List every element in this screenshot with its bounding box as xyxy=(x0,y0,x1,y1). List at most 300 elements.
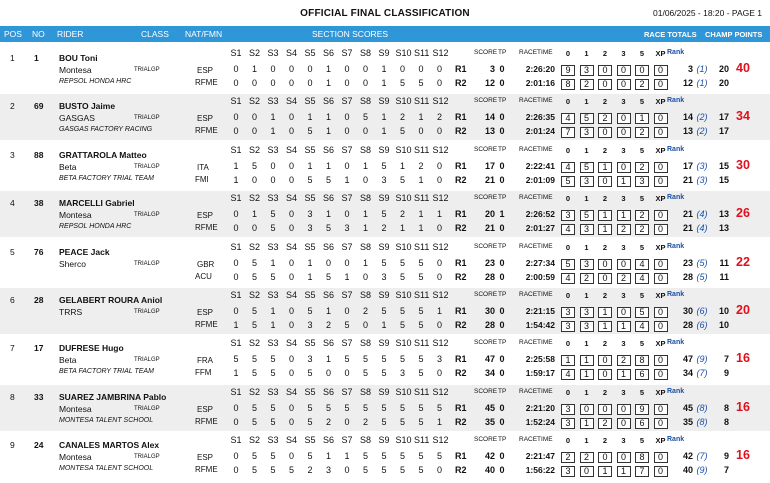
count-header: 5 xyxy=(639,339,645,349)
section-score: 5 xyxy=(307,368,313,379)
time-penalty: 0 xyxy=(499,402,505,413)
rider-number: 1 xyxy=(34,53,39,63)
count-box: 2 xyxy=(617,355,631,366)
count-box: 9 xyxy=(561,65,575,76)
section-header: S4 xyxy=(285,386,297,397)
count-box: 3 xyxy=(635,176,649,187)
race-total: 47 xyxy=(682,354,693,365)
rank-header: Rank xyxy=(667,436,685,444)
section-score: 5 xyxy=(325,271,331,282)
count-box: 0 xyxy=(617,452,631,463)
section-score: 5 xyxy=(381,368,387,379)
section-header: S9 xyxy=(378,435,390,446)
section-header: S2 xyxy=(248,96,260,107)
section-score: 1 xyxy=(233,174,239,185)
section-score: 0 xyxy=(233,402,239,413)
section-score: 0 xyxy=(418,126,424,137)
section-score: 1 xyxy=(436,416,442,427)
section-header: S1 xyxy=(230,435,242,446)
count-header: 3 xyxy=(621,194,626,204)
count-header: 0 xyxy=(565,145,571,155)
section-header: S7 xyxy=(341,193,353,204)
section-header: S8 xyxy=(359,435,371,446)
count-box: 0 xyxy=(635,65,649,76)
section-header: S4 xyxy=(285,96,297,107)
race-rank: (1) xyxy=(696,64,708,74)
rider-row xyxy=(0,288,770,334)
rider-number: 24 xyxy=(34,440,44,451)
section-score: 2 xyxy=(325,320,331,330)
section-header: S6 xyxy=(322,338,334,349)
count-box: 1 xyxy=(561,355,575,366)
rider-federation: FFM xyxy=(195,368,212,378)
section-score: 0 xyxy=(288,64,294,74)
count-box: 3 xyxy=(561,466,575,477)
section-header: S1 xyxy=(230,96,242,107)
section-header: S3 xyxy=(267,96,279,107)
section-header: S5 xyxy=(304,144,316,155)
section-score: 0 xyxy=(344,126,350,137)
section-score: 0 xyxy=(436,126,442,137)
count-box: 0 xyxy=(598,176,612,187)
section-header: S3 xyxy=(267,290,279,300)
rank-header: Rank xyxy=(667,194,685,202)
race-rank: (6) xyxy=(696,306,708,316)
racetime-header: RACETIME xyxy=(519,97,553,105)
count-box: 0 xyxy=(617,127,631,138)
count-box: 1 xyxy=(617,321,631,332)
racetime-header: RACETIME xyxy=(519,436,553,444)
section-score: 3 xyxy=(381,174,387,185)
section-score: 5 xyxy=(362,354,368,365)
section-header: S7 xyxy=(341,386,353,397)
race-score: 23 xyxy=(484,257,495,268)
section-header: S3 xyxy=(267,241,279,252)
count-box: 4 xyxy=(561,273,575,284)
section-header: S5 xyxy=(304,338,316,349)
race-score: 12 xyxy=(484,78,495,88)
rider-name: BUSTO Jaime xyxy=(59,101,116,112)
count-header: 1 xyxy=(584,242,589,252)
tp-header: TP xyxy=(498,387,507,395)
section-score: 3 xyxy=(436,354,442,365)
count-box: 3 xyxy=(580,224,594,235)
section-header: S6 xyxy=(322,193,334,204)
section-score: 1 xyxy=(307,112,313,123)
race-score: 28 xyxy=(484,320,495,330)
count-box: 0 xyxy=(598,452,612,463)
section-score: 5 xyxy=(251,465,257,476)
section-header: S1 xyxy=(230,48,242,58)
section-score: 5 xyxy=(399,354,405,365)
rider-brand: Beta xyxy=(59,355,77,366)
section-score: 5 xyxy=(399,306,405,316)
rank-header: Rank xyxy=(667,339,685,347)
rider-name: CANALES MARTOS Alex xyxy=(59,440,160,451)
count-box: 1 xyxy=(617,176,631,187)
race-label: R1 xyxy=(455,64,467,74)
count-box: 4 xyxy=(635,321,649,332)
section-header: S11 xyxy=(414,96,430,107)
count-box: 3 xyxy=(580,259,594,270)
total-champ-points: 16 xyxy=(736,399,750,414)
section-score: 2 xyxy=(325,416,331,427)
champ-points-race: 10 xyxy=(718,306,729,316)
race-total: 3 xyxy=(687,64,693,74)
race-label: R1 xyxy=(455,209,467,220)
section-score: 0 xyxy=(362,64,368,74)
race-label: R1 xyxy=(455,306,467,316)
section-score: 0 xyxy=(362,126,368,137)
section-score: 1 xyxy=(325,306,331,316)
section-score: 1 xyxy=(381,78,387,88)
time-penalty: 0 xyxy=(499,271,505,282)
rider-name: BOU Toni xyxy=(59,53,98,63)
section-score: 5 xyxy=(381,257,387,268)
count-box: 1 xyxy=(598,224,612,235)
racetime-header: RACETIME xyxy=(519,339,553,347)
champ-points-race: 9 xyxy=(723,451,729,462)
count-header: XP xyxy=(655,436,666,446)
count-header: 3 xyxy=(621,387,626,397)
section-header: S9 xyxy=(378,338,390,349)
section-score: 0 xyxy=(362,78,368,88)
count-header: 1 xyxy=(584,436,589,446)
count-header: 3 xyxy=(621,145,626,155)
column-header-bar xyxy=(0,26,770,42)
rider-position: 6 xyxy=(10,295,15,305)
count-box: 3 xyxy=(580,65,594,76)
section-score: 5 xyxy=(362,368,368,379)
section-score: 5 xyxy=(418,271,424,282)
race-score: 47 xyxy=(484,354,495,365)
section-header: S7 xyxy=(341,48,353,58)
time-penalty: 0 xyxy=(499,64,505,74)
count-box: 2 xyxy=(635,127,649,138)
section-header: S12 xyxy=(432,144,449,155)
count-box: 5 xyxy=(561,259,575,270)
section-header: S1 xyxy=(230,290,242,300)
count-box: 0 xyxy=(654,79,668,90)
section-header: S4 xyxy=(285,435,297,446)
count-header: 2 xyxy=(602,49,608,58)
count-box: 0 xyxy=(617,259,631,270)
time-penalty: 0 xyxy=(499,160,505,171)
section-score: 5 xyxy=(233,354,239,365)
count-header: 3 xyxy=(621,436,626,446)
section-header: S3 xyxy=(267,386,279,397)
time-penalty: 0 xyxy=(499,416,505,427)
rider-name: GRATTAROLA Matteo xyxy=(59,149,147,160)
race-score: 3 xyxy=(489,64,495,74)
section-header: S11 xyxy=(414,290,430,300)
count-box: 0 xyxy=(617,418,631,429)
count-box: 2 xyxy=(580,452,594,463)
section-score: 2 xyxy=(418,160,424,171)
section-score: 5 xyxy=(418,354,424,365)
time-penalty: 0 xyxy=(499,354,505,365)
section-score: 1 xyxy=(325,354,331,365)
section-score: 0 xyxy=(233,223,239,234)
section-score: 2 xyxy=(362,306,368,316)
section-score: 0 xyxy=(307,78,313,88)
section-score: 5 xyxy=(418,416,424,427)
section-score: 1 xyxy=(381,126,387,137)
champ-points-race: 13 xyxy=(718,223,729,234)
section-header: S5 xyxy=(304,96,316,107)
time-penalty: 0 xyxy=(499,257,505,268)
section-score: 5 xyxy=(251,416,257,427)
total-champ-points: 40 xyxy=(736,61,750,75)
section-score: 2 xyxy=(399,209,405,220)
race-rank: (4) xyxy=(696,223,708,234)
rider-nationality: FRA xyxy=(197,356,213,366)
count-box: 1 xyxy=(598,162,612,173)
section-header: S5 xyxy=(304,193,316,204)
count-header: 2 xyxy=(602,387,608,397)
col-pos: POS xyxy=(4,29,22,39)
tp-header: TP xyxy=(498,436,507,444)
section-score: 1 xyxy=(344,451,350,462)
rider-class: TRIALGP xyxy=(134,357,160,364)
champ-points-race: 20 xyxy=(718,78,729,88)
time-penalty: 0 xyxy=(499,320,505,330)
section-score: 5 xyxy=(307,126,313,137)
section-score: 0 xyxy=(288,126,294,137)
count-header: 0 xyxy=(565,97,571,107)
race-time: 1:54:42 xyxy=(525,320,555,330)
section-score: 5 xyxy=(399,465,405,476)
section-score: 0 xyxy=(362,271,368,282)
race-label: R1 xyxy=(455,354,467,365)
section-score: 5 xyxy=(418,78,424,88)
total-champ-points: 34 xyxy=(736,109,750,124)
rider-brand: Beta xyxy=(59,161,77,172)
section-score: 5 xyxy=(381,451,387,462)
section-score: 5 xyxy=(399,174,405,185)
section-header: S9 xyxy=(378,290,390,300)
section-header: S10 xyxy=(395,241,412,252)
section-score: 1 xyxy=(418,174,424,185)
champ-points-race: 10 xyxy=(718,320,729,330)
count-box: 0 xyxy=(654,369,668,380)
count-box: 4 xyxy=(561,224,575,235)
section-score: 1 xyxy=(270,126,276,137)
section-score: 1 xyxy=(307,160,313,171)
champ-points-race: 13 xyxy=(718,209,729,220)
race-label: R2 xyxy=(455,78,467,88)
section-score: 5 xyxy=(270,223,276,234)
rider-number: 28 xyxy=(34,295,44,305)
total-champ-points: 16 xyxy=(736,351,750,366)
count-header: 2 xyxy=(602,436,608,446)
count-box: 0 xyxy=(654,162,668,173)
count-box: 1 xyxy=(580,355,594,366)
race-rank: (9) xyxy=(696,354,708,365)
section-score: 5 xyxy=(251,271,257,282)
total-champ-points: 22 xyxy=(736,254,750,269)
section-score: 5 xyxy=(307,416,313,427)
count-box: 0 xyxy=(598,79,612,90)
count-header: 1 xyxy=(584,339,589,349)
rider-row xyxy=(0,94,770,140)
count-box: 3 xyxy=(580,127,594,138)
race-time: 2:21:20 xyxy=(525,402,555,413)
section-header: S6 xyxy=(322,435,334,446)
section-header: S9 xyxy=(378,193,390,204)
section-header: S4 xyxy=(285,338,297,349)
section-score: 5 xyxy=(399,271,405,282)
race-label: R1 xyxy=(455,160,467,171)
section-header: S12 xyxy=(432,386,449,397)
rider-team: GASGAS FACTORY RACING xyxy=(59,126,153,134)
section-score: 0 xyxy=(436,271,442,282)
count-header: XP xyxy=(655,291,666,300)
count-box: 4 xyxy=(635,259,649,270)
section-header: S7 xyxy=(341,241,353,252)
race-label: R1 xyxy=(455,112,467,123)
count-box: 8 xyxy=(561,79,575,90)
section-header: S12 xyxy=(432,241,449,252)
count-header: XP xyxy=(655,242,666,252)
rider-class: TRIALGP xyxy=(134,454,160,461)
section-score: 0 xyxy=(233,126,239,137)
race-rank: (5) xyxy=(696,271,708,282)
section-header: S8 xyxy=(359,193,371,204)
count-box: 3 xyxy=(561,404,575,415)
count-box: 5 xyxy=(561,176,575,187)
col-section-scores: SECTION SCORES xyxy=(312,29,389,39)
count-box: 1 xyxy=(598,466,612,477)
section-score: 1 xyxy=(362,223,368,234)
count-box: 3 xyxy=(561,418,575,429)
race-total: 21 xyxy=(682,209,693,220)
section-score: 0 xyxy=(325,257,331,268)
count-box: 0 xyxy=(654,466,668,477)
time-penalty: 0 xyxy=(499,174,505,185)
section-score: 0 xyxy=(344,78,350,88)
race-label: R2 xyxy=(455,465,467,476)
section-header: S3 xyxy=(267,435,279,446)
count-header: 0 xyxy=(565,387,571,397)
section-score: 0 xyxy=(233,78,239,88)
score-header: SCORE xyxy=(474,387,498,395)
rider-federation: RFME xyxy=(195,320,218,329)
section-score: 1 xyxy=(436,209,442,220)
rider-nationality: ESP xyxy=(197,308,214,317)
section-header: S6 xyxy=(322,241,334,252)
section-score: 5 xyxy=(251,354,257,365)
rider-federation: ACU xyxy=(195,271,212,281)
rider-nationality: ESP xyxy=(197,66,214,75)
count-box: 3 xyxy=(580,307,594,318)
race-score: 28 xyxy=(484,271,495,282)
section-score: 0 xyxy=(251,223,257,234)
rider-position: 2 xyxy=(10,101,15,112)
section-score: 1 xyxy=(436,306,442,316)
section-score: 0 xyxy=(270,174,276,185)
section-header: S4 xyxy=(285,48,297,58)
document-title: OFFICIAL FINAL CLASSIFICATION xyxy=(300,8,470,19)
section-score: 5 xyxy=(251,402,257,413)
rider-row xyxy=(0,240,770,286)
race-total: 28 xyxy=(682,320,693,330)
section-score: 1 xyxy=(399,160,405,171)
race-score: 21 xyxy=(484,223,495,234)
count-box: 2 xyxy=(580,273,594,284)
section-score: 5 xyxy=(251,368,257,379)
race-total: 45 xyxy=(682,402,693,413)
section-score: 1 xyxy=(381,64,387,74)
section-header: S9 xyxy=(378,386,390,397)
count-box: 1 xyxy=(580,369,594,380)
rider-nationality: ESP xyxy=(197,453,214,463)
col-rider: RIDER xyxy=(57,29,84,39)
section-score: 3 xyxy=(344,223,350,234)
section-score: 1 xyxy=(325,64,331,74)
racetime-header: RACETIME xyxy=(519,387,553,395)
count-box: 2 xyxy=(617,224,631,235)
count-header: 5 xyxy=(639,49,645,58)
section-score: 1 xyxy=(270,257,276,268)
count-header: 2 xyxy=(602,242,608,252)
section-score: 5 xyxy=(344,354,350,365)
rider-name: DUFRESE Hugo xyxy=(59,343,124,354)
section-header: S2 xyxy=(248,144,260,155)
section-score: 0 xyxy=(436,368,442,379)
section-score: 5 xyxy=(418,257,424,268)
race-time: 1:56:22 xyxy=(525,465,555,476)
tp-header: TP xyxy=(498,97,507,105)
tp-header: TP xyxy=(498,339,507,347)
section-score: 1 xyxy=(251,64,257,74)
section-score: 0 xyxy=(288,320,294,330)
count-box: 3 xyxy=(580,321,594,332)
rider-nationality: ESP xyxy=(197,211,214,221)
count-box: 0 xyxy=(654,113,668,124)
count-box: 3 xyxy=(561,307,575,318)
rider-position: 9 xyxy=(10,440,15,451)
race-score: 42 xyxy=(484,451,495,462)
section-score: 0 xyxy=(344,368,350,379)
section-score: 0 xyxy=(344,160,350,171)
section-score: 1 xyxy=(233,320,239,330)
race-time: 2:25:58 xyxy=(525,354,555,365)
section-score: 5 xyxy=(325,402,331,413)
section-score: 1 xyxy=(233,160,239,171)
rider-brand: GASGAS xyxy=(59,113,95,124)
score-header: SCORE xyxy=(474,291,498,298)
time-penalty: 0 xyxy=(499,112,505,123)
rank-header: Rank xyxy=(667,49,685,56)
count-box: 2 xyxy=(617,273,631,284)
section-score: 1 xyxy=(270,320,276,330)
race-total: 23 xyxy=(682,257,693,268)
race-time: 2:01:27 xyxy=(525,223,555,234)
count-header: 2 xyxy=(602,194,608,204)
section-score: 1 xyxy=(270,112,276,123)
section-score: 1 xyxy=(381,112,387,123)
section-header: S10 xyxy=(395,193,412,204)
count-header: 1 xyxy=(584,387,589,397)
section-header: S11 xyxy=(414,435,430,446)
race-total: 30 xyxy=(682,306,693,316)
section-header: S4 xyxy=(285,290,297,300)
race-rank: (7) xyxy=(696,368,708,379)
tp-header: TP xyxy=(498,194,507,202)
rider-brand: Montesa xyxy=(59,210,92,221)
col-nat-fmn: NAT/FMN xyxy=(185,29,223,39)
